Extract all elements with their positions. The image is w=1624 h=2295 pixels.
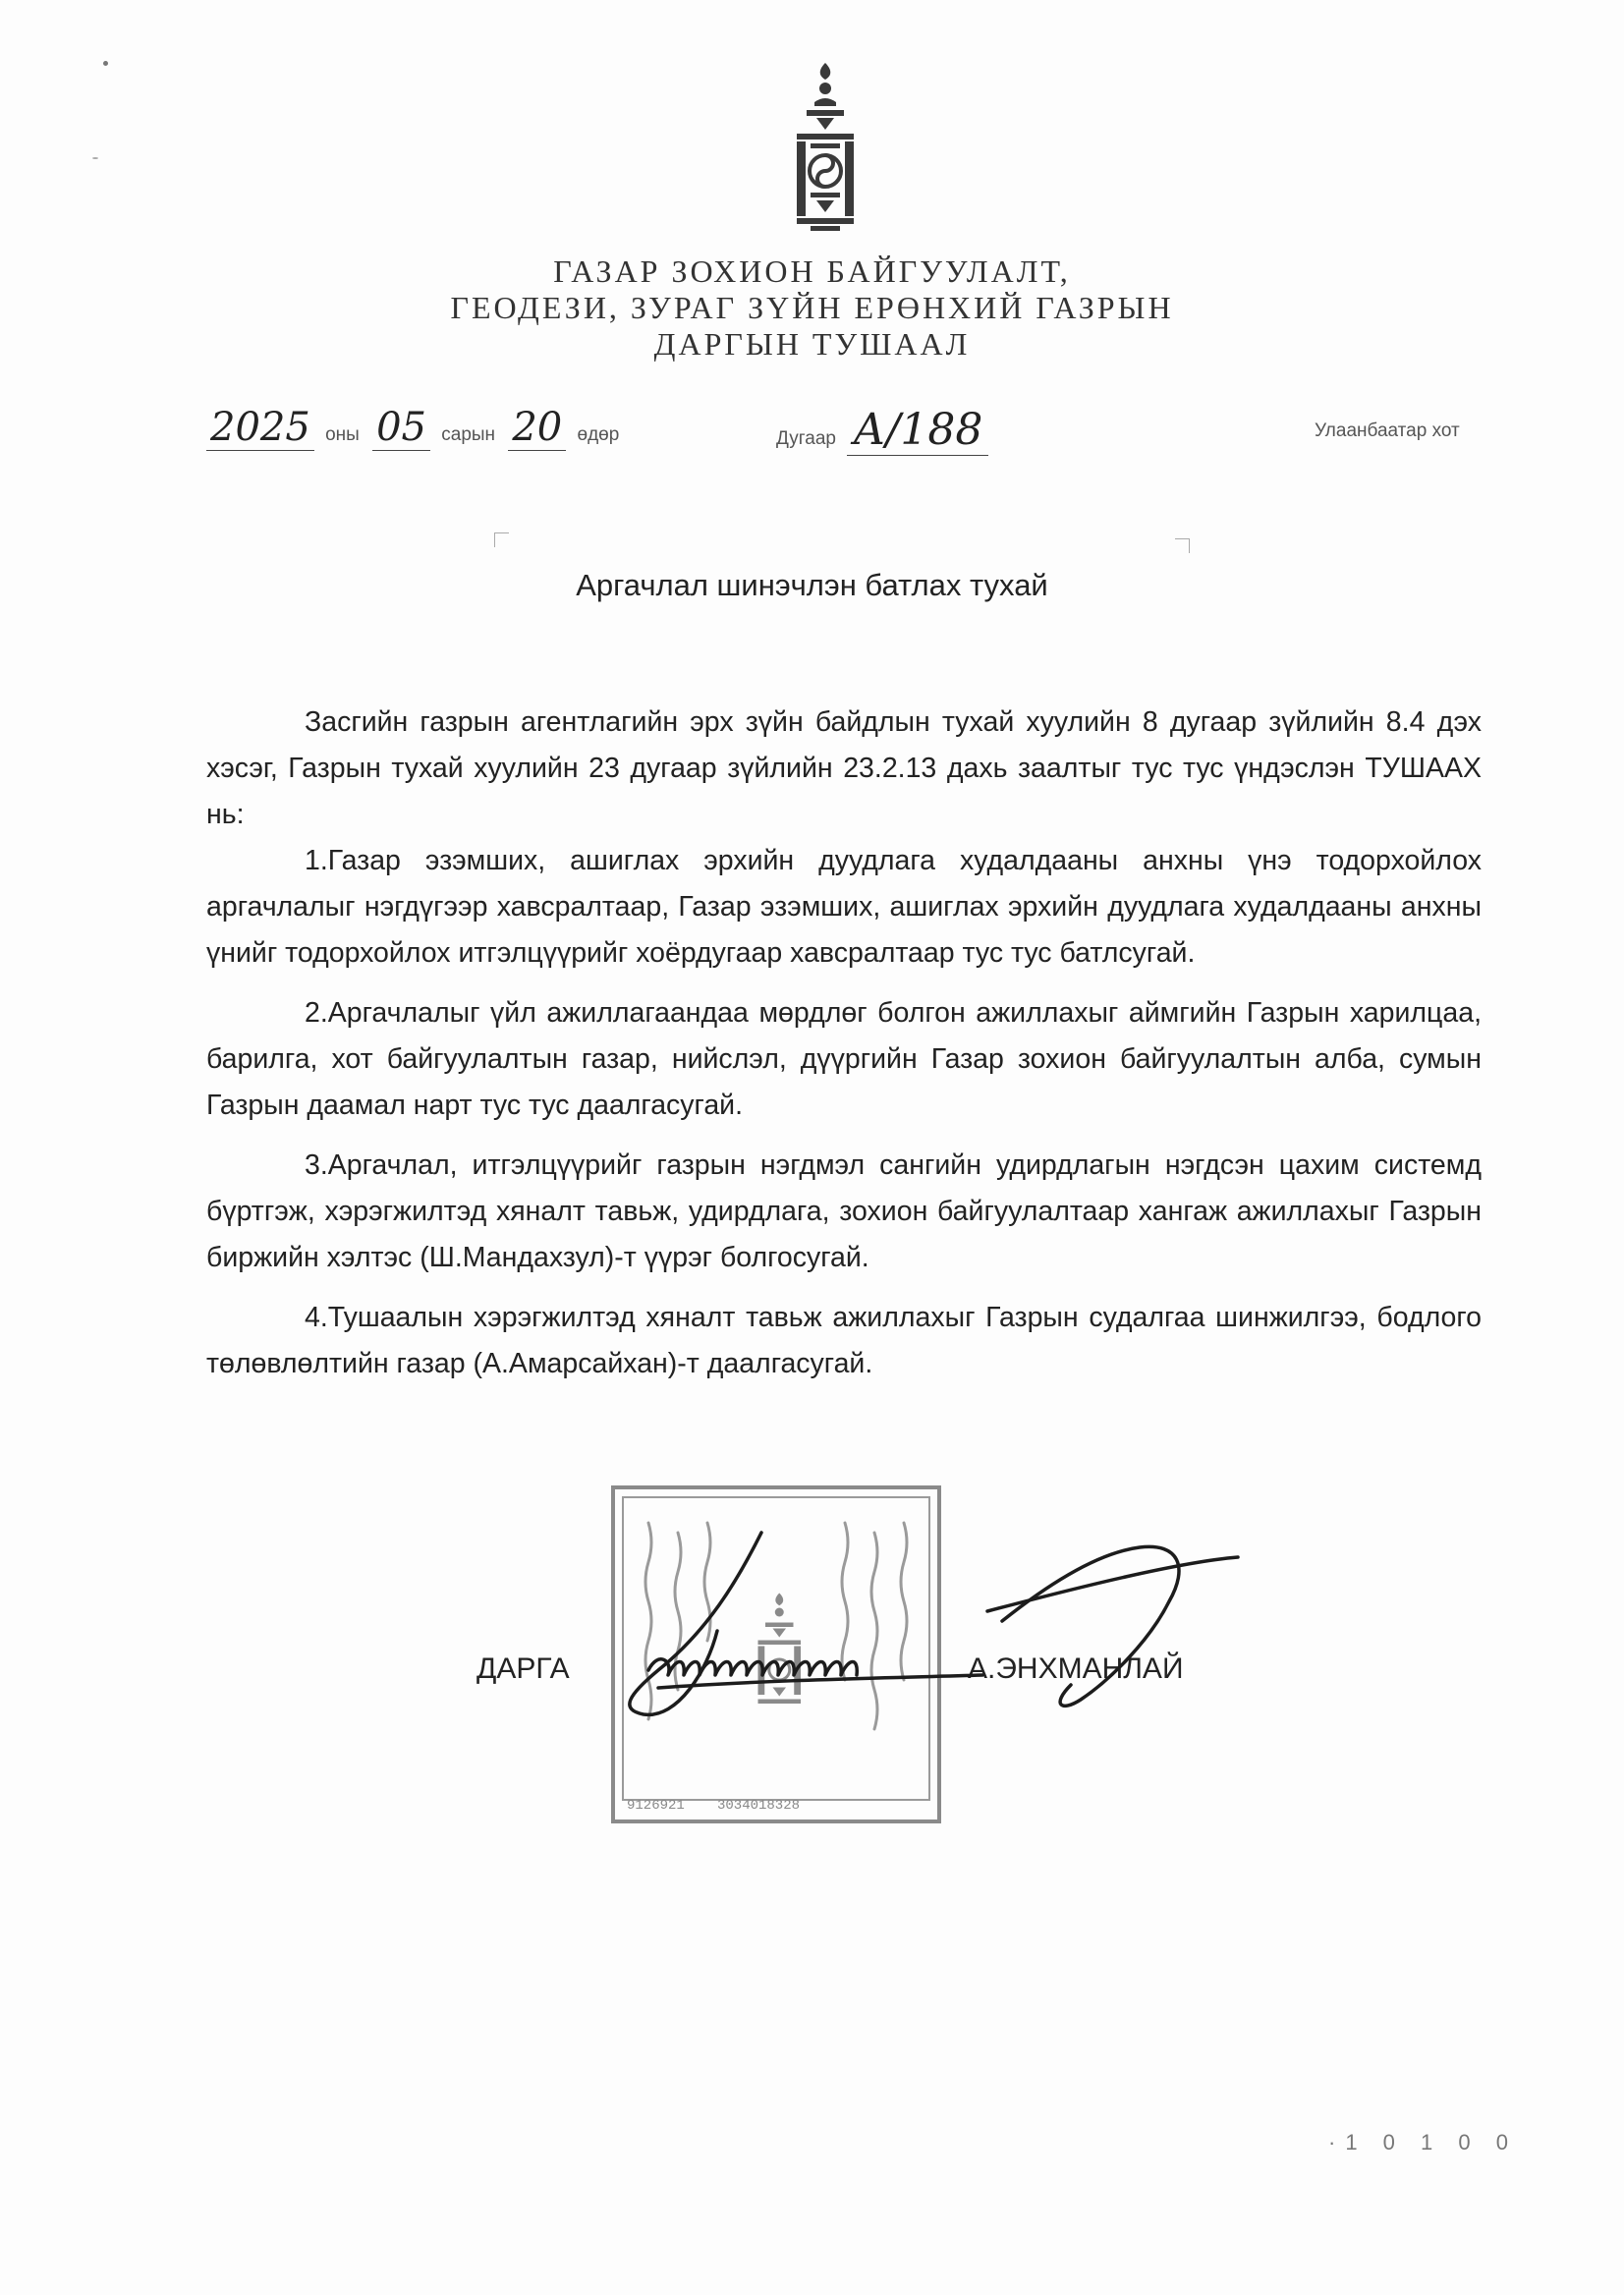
order-place: Улаанбаатар хот [1315,420,1460,441]
order-preamble: Засгийн газрын агентлагийн эрх зүйн байдлын тухай хуулийн 8 дугаар зүйлийн 8.4 дэх хэсэг, Газрын тухай хуулийн 23 дугаар зүйлийн 23.2.13 дахь заалтыг тус тус үндэслэн ТУШААХ нь: [206,706,1482,830]
date-year-suffix: оны [325,424,360,445]
org-line: ДАРГЫН ТУШААЛ [653,326,971,362]
org-heading [0,253,1624,363]
title-corner-mark [494,532,509,547]
date-day: 20 [508,405,566,451]
order-item: 1.Газар эзэмших, ашиглах эрхийн дуудлага худалдааны анхны үнэ тодорхойлох аргачлалыг нэгдүгээр хавсралтаар, Газар эзэмших, ашиглах эрхийн дуудлага худалдааны анхны үнийг тодорхойлох итгэлцүүрийг хоёрдугаар хавсралтаар тус тус батлсугай. [206,845,1482,969]
title-corner-mark [1175,538,1190,553]
stamp-code: 9126921 [627,1798,685,1814]
date-month: 05 [372,405,430,451]
soyombo-emblem-icon [795,61,856,236]
order-number-value: А/188 [847,405,988,456]
org-line: ГЕОДЕЗИ, ЗУРАГ ЗҮЙН ЕРӨНХИЙ ГАЗРЫН [450,290,1174,325]
order-body [206,700,1482,1401]
date-day-suffix: өдөр [577,424,620,445]
date-year: 2025 [206,405,314,451]
scan-speck [103,61,108,66]
handwritten-signature [589,1513,1258,1739]
scan-speck [92,157,98,159]
footer-mark: ·1 0 1 0 0 [1328,2130,1518,2155]
signer-position: ДАРГА [476,1652,570,1685]
order-title: Аргачлал шинэчлэн батлах тухай [576,568,1048,602]
order-item: 2.Аргачлалыг үйл ажиллагаандаа мөрдлөг болгон ажиллахыг аймгийн Газрын харилцаа, барилга, хот байгуулалтын газар, нийслэл, дүүргийн Газар зохион байгуулалтын алба, сумын Газрын даамал нарт тус тус даалгасугай. [206,997,1482,1121]
order-item: 3.Аргачлал, итгэлцүүрийг газрын нэгдмэл сангийн удирдлагын нэгдсэн цахим системд бүртгэж, хэрэгжилтэд хяналт тавьж, удирдлага, зохион байгуулалтаар хангаж ажиллахыг Газрын биржийн хэлтэс (Ш.Мандахзул)-т үүрэг болгосугай. [206,1149,1482,1273]
stamp-code: 3034018328 [717,1798,801,1814]
order-number [776,405,988,454]
signer-name: А.ЭНХМАНЛАЙ [968,1652,1184,1685]
order-date [206,405,619,454]
org-line: ГАЗАР ЗОХИОН БАЙГУУЛАЛТ, [553,253,1071,289]
date-month-suffix: сарын [441,424,496,445]
order-number-label: Дугаар [776,428,836,449]
order-item: 4.Тушаалын хэрэгжилтэд хяналт тавьж ажиллахыг Газрын судалгаа шинжилгээ, бодлого төлөвлөлтийн газар (А.Амарсайхан)-т даалгасугай. [206,1302,1482,1379]
